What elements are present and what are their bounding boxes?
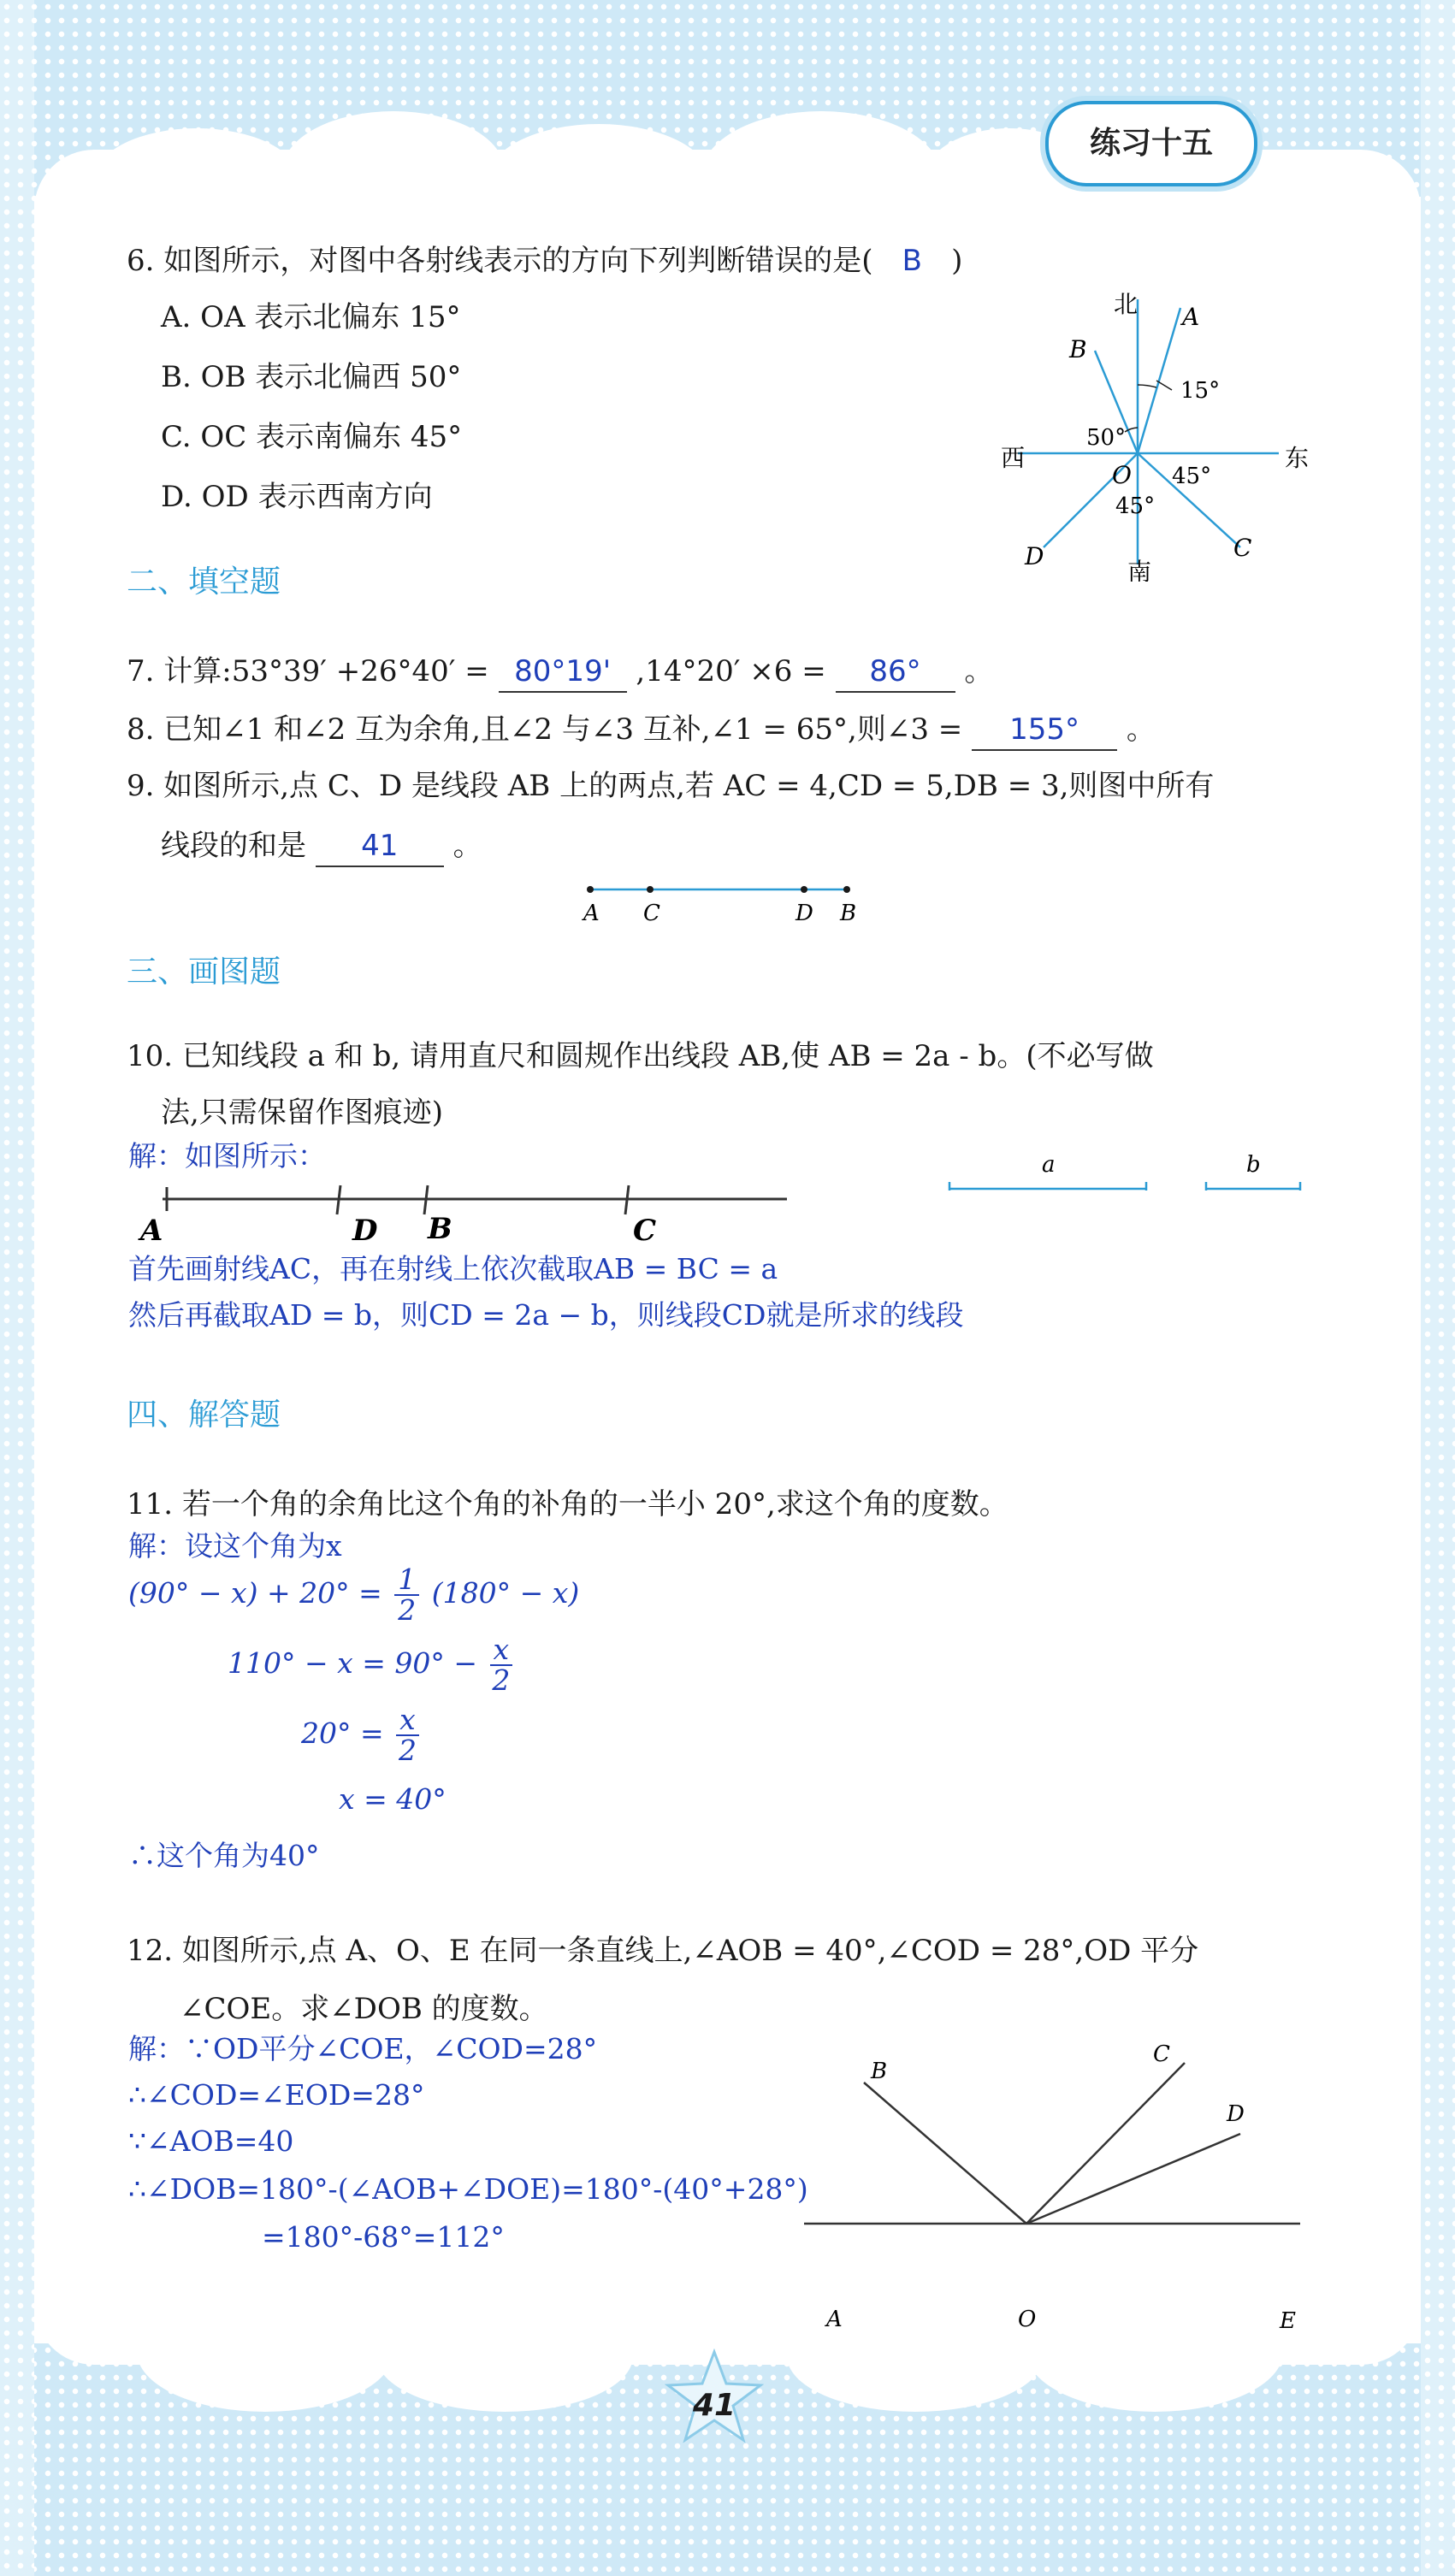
q12-solution-line5: =180°-68°=112°: [262, 2220, 505, 2254]
q11-eq3-fraction: [396, 1705, 419, 1765]
label-d: D: [1025, 542, 1044, 570]
left-decorative-border: [0, 0, 34, 2576]
section-answer-title: 四、解答题: [127, 1397, 281, 1433]
label-c: C: [633, 1214, 657, 1248]
chapter-badge-text: 练习十五: [1089, 126, 1213, 161]
q11-eq2-left: 110° − x = 90° −: [228, 1646, 477, 1680]
label-d: D: [1227, 2101, 1245, 2127]
q10-construction-figure: [128, 1180, 796, 1249]
q11-eq1-numerator: 1: [394, 1565, 419, 1596]
label-45deg-south: 45°: [1115, 493, 1156, 519]
mark-c: [625, 1185, 629, 1214]
q6-option-c: C. OC 表示南偏东 45°: [161, 420, 463, 454]
q9-line2: [161, 826, 482, 867]
q12-solution-line3: ∵∠AOB=40: [128, 2124, 294, 2158]
q7: [127, 652, 993, 693]
q11-eq1-denominator: 2: [398, 1593, 417, 1627]
q9-end: 。: [452, 829, 482, 863]
q10-line2: 法,只需保留作图痕迹): [161, 1096, 444, 1130]
label-c: C: [1153, 2041, 1170, 2067]
q7-blank-1: [499, 654, 627, 693]
q11-solution-label: 解：设这个角为x: [128, 1529, 342, 1563]
q11-equation-2: [228, 1635, 516, 1695]
q7-answer-1: 80°19': [514, 654, 612, 688]
q7-answer-2: 86°: [869, 654, 921, 688]
q6-option-d: D. OD 表示西南方向: [161, 480, 433, 514]
label-c: C: [643, 901, 660, 924]
chapter-badge: [1045, 101, 1257, 186]
q6-stem-text: 6. 如图所示，对图中各射线表示的方向下列判断错误的是(: [127, 244, 873, 278]
q6-direction-figure: [1001, 291, 1326, 582]
segment-a-label: a: [1042, 1152, 1056, 1178]
q9-answer: 41: [361, 829, 399, 863]
point-b: [843, 886, 850, 893]
q11-stem: 11. 若一个角的余角比这个角的补角的一半小 20°,求这个角的度数。: [127, 1487, 1008, 1521]
q6-stem: [127, 241, 962, 281]
label-b: B: [428, 1212, 452, 1246]
section-drawing-title: 三、画图题: [127, 954, 281, 990]
page-number: 41: [692, 2388, 736, 2423]
q8-end: 。: [1126, 712, 1156, 747]
q7-end: 。: [964, 654, 994, 688]
q12-line1: 12. 如图所示,点 A、O、E 在同一条直线上,∠AOB = 40°,∠COD = 28°,OD 平分: [127, 1934, 1199, 1968]
cloud-bump: [137, 2292, 393, 2412]
q6-close: ): [951, 244, 963, 278]
q9-blank: [316, 831, 444, 867]
q11-equation-4: x = 40°: [339, 1782, 447, 1816]
cloud-bump: [376, 2301, 633, 2412]
mark-d: [337, 1185, 340, 1214]
label-15deg: 15°: [1180, 378, 1221, 404]
ray-ob: [864, 2083, 1026, 2224]
label-east: 东: [1285, 444, 1310, 472]
q11-equation-1: [128, 1565, 579, 1625]
q12-solution-line1: 解：∵OD平分∠COE，∠COD=28°: [128, 2032, 598, 2065]
q11-conclusion: ∴这个角为40°: [128, 1839, 320, 1872]
q6-option-a: A. OA 表示北偏东 15°: [161, 300, 461, 334]
q7-text: 7. 计算:53°39′ +26°40′ =: [127, 654, 489, 688]
q9-line2-text: 线段的和是: [161, 829, 306, 863]
q11-eq3-left: 20° =: [301, 1716, 384, 1750]
label-south: 南: [1127, 558, 1152, 582]
q10-solution-label: 解：如图所示：: [128, 1139, 326, 1173]
right-decorative-border: [1421, 0, 1455, 2576]
q8: [127, 710, 1156, 751]
label-o: O: [1018, 2307, 1037, 2332]
section-fill-in-title: 二、填空题: [127, 564, 281, 600]
label-b: B: [871, 2059, 888, 2084]
q11-eq1-left: (90° − x) + 20° =: [128, 1576, 382, 1610]
cloud-bump: [701, 111, 941, 239]
label-a: A: [583, 901, 600, 924]
q11-eq1-fraction: [394, 1565, 419, 1625]
mark-b: [424, 1185, 428, 1214]
label-50deg: 50°: [1086, 425, 1127, 451]
label-a: A: [140, 1214, 163, 1248]
cloud-bump: [282, 111, 505, 231]
label-45deg-east: 45°: [1172, 464, 1212, 489]
q8-text: 8. 已知∠1 和∠2 互为余角,且∠2 与∠3 互补,∠1 = 65°,则∠3 =: [127, 712, 963, 747]
arc-15: [1138, 385, 1156, 387]
label-a: A: [1182, 303, 1200, 331]
q11-equation-3: [301, 1705, 423, 1765]
q11-eq2-numerator: x: [490, 1635, 513, 1666]
label-b: B: [1069, 335, 1087, 363]
label-north: 北: [1113, 291, 1138, 318]
q11-eq1-right: (180° − x): [431, 1576, 580, 1610]
q10-given-segments: [941, 1137, 1326, 1197]
label-d: D: [352, 1214, 378, 1248]
segment-b-label: b: [1246, 1152, 1261, 1178]
q12-line2: ∠COE。求∠DOB 的度数。: [180, 1992, 548, 2026]
q11-eq2-denominator: 2: [492, 1663, 511, 1697]
q6-option-b: B. OB 表示北偏西 50°: [161, 360, 462, 394]
q12-solution-line2: ∴∠COD=∠EOD=28°: [128, 2078, 425, 2112]
arrow-15: [1156, 381, 1172, 390]
label-west: 西: [1001, 444, 1026, 472]
cloud-bump: [488, 124, 710, 235]
q8-answer: 155°: [1009, 712, 1080, 747]
label-c: C: [1233, 534, 1252, 562]
label-e: E: [1280, 2308, 1296, 2334]
q9-segment-figure: [573, 872, 864, 924]
point-d: [801, 886, 807, 893]
q11-eq3-denominator: 2: [398, 1734, 417, 1767]
q10-solution-line1: 首先画射线AC，再在射线上依次截取AB = BC = a: [128, 1252, 778, 1285]
label-d: D: [796, 901, 813, 924]
q7-blank-2: [836, 654, 955, 693]
q10-line1: 10. 已知线段 a 和 b, 请用直尺和圆规作出线段 AB,使 AB = 2a - b。(不必写做: [127, 1039, 1154, 1073]
q7-mid: ,14°20′ ×6 =: [636, 654, 826, 688]
label-o: O: [1112, 461, 1132, 489]
point-a: [587, 886, 594, 893]
cloud-bump: [94, 128, 299, 231]
q11-eq3-numerator: x: [396, 1705, 419, 1736]
q11-eq2-fraction: [490, 1635, 513, 1695]
label-a: A: [826, 2307, 843, 2332]
q12-angle-figure: [804, 2035, 1317, 2343]
ray-oa: [1138, 308, 1180, 453]
point-c: [647, 886, 654, 893]
q12-solution-line4: ∴∠DOB=180°-(∠AOB+∠DOE)=180°-(40°+28°): [128, 2172, 808, 2206]
q10-solution-line2: 然后再截取AD = b，则CD = 2a − b，则线段CD就是所求的线段: [128, 1298, 964, 1332]
q6-answer: B: [902, 244, 922, 278]
q8-blank: [972, 712, 1117, 751]
ray-oc: [1026, 2063, 1185, 2224]
label-b: B: [840, 901, 857, 924]
q9-line1: 9. 如图所示,点 C、D 是线段 AB 上的两点,若 AC = 4,CD = 5,DB = 3,则图中所有: [127, 769, 1215, 803]
ray-od: [1026, 2134, 1240, 2224]
